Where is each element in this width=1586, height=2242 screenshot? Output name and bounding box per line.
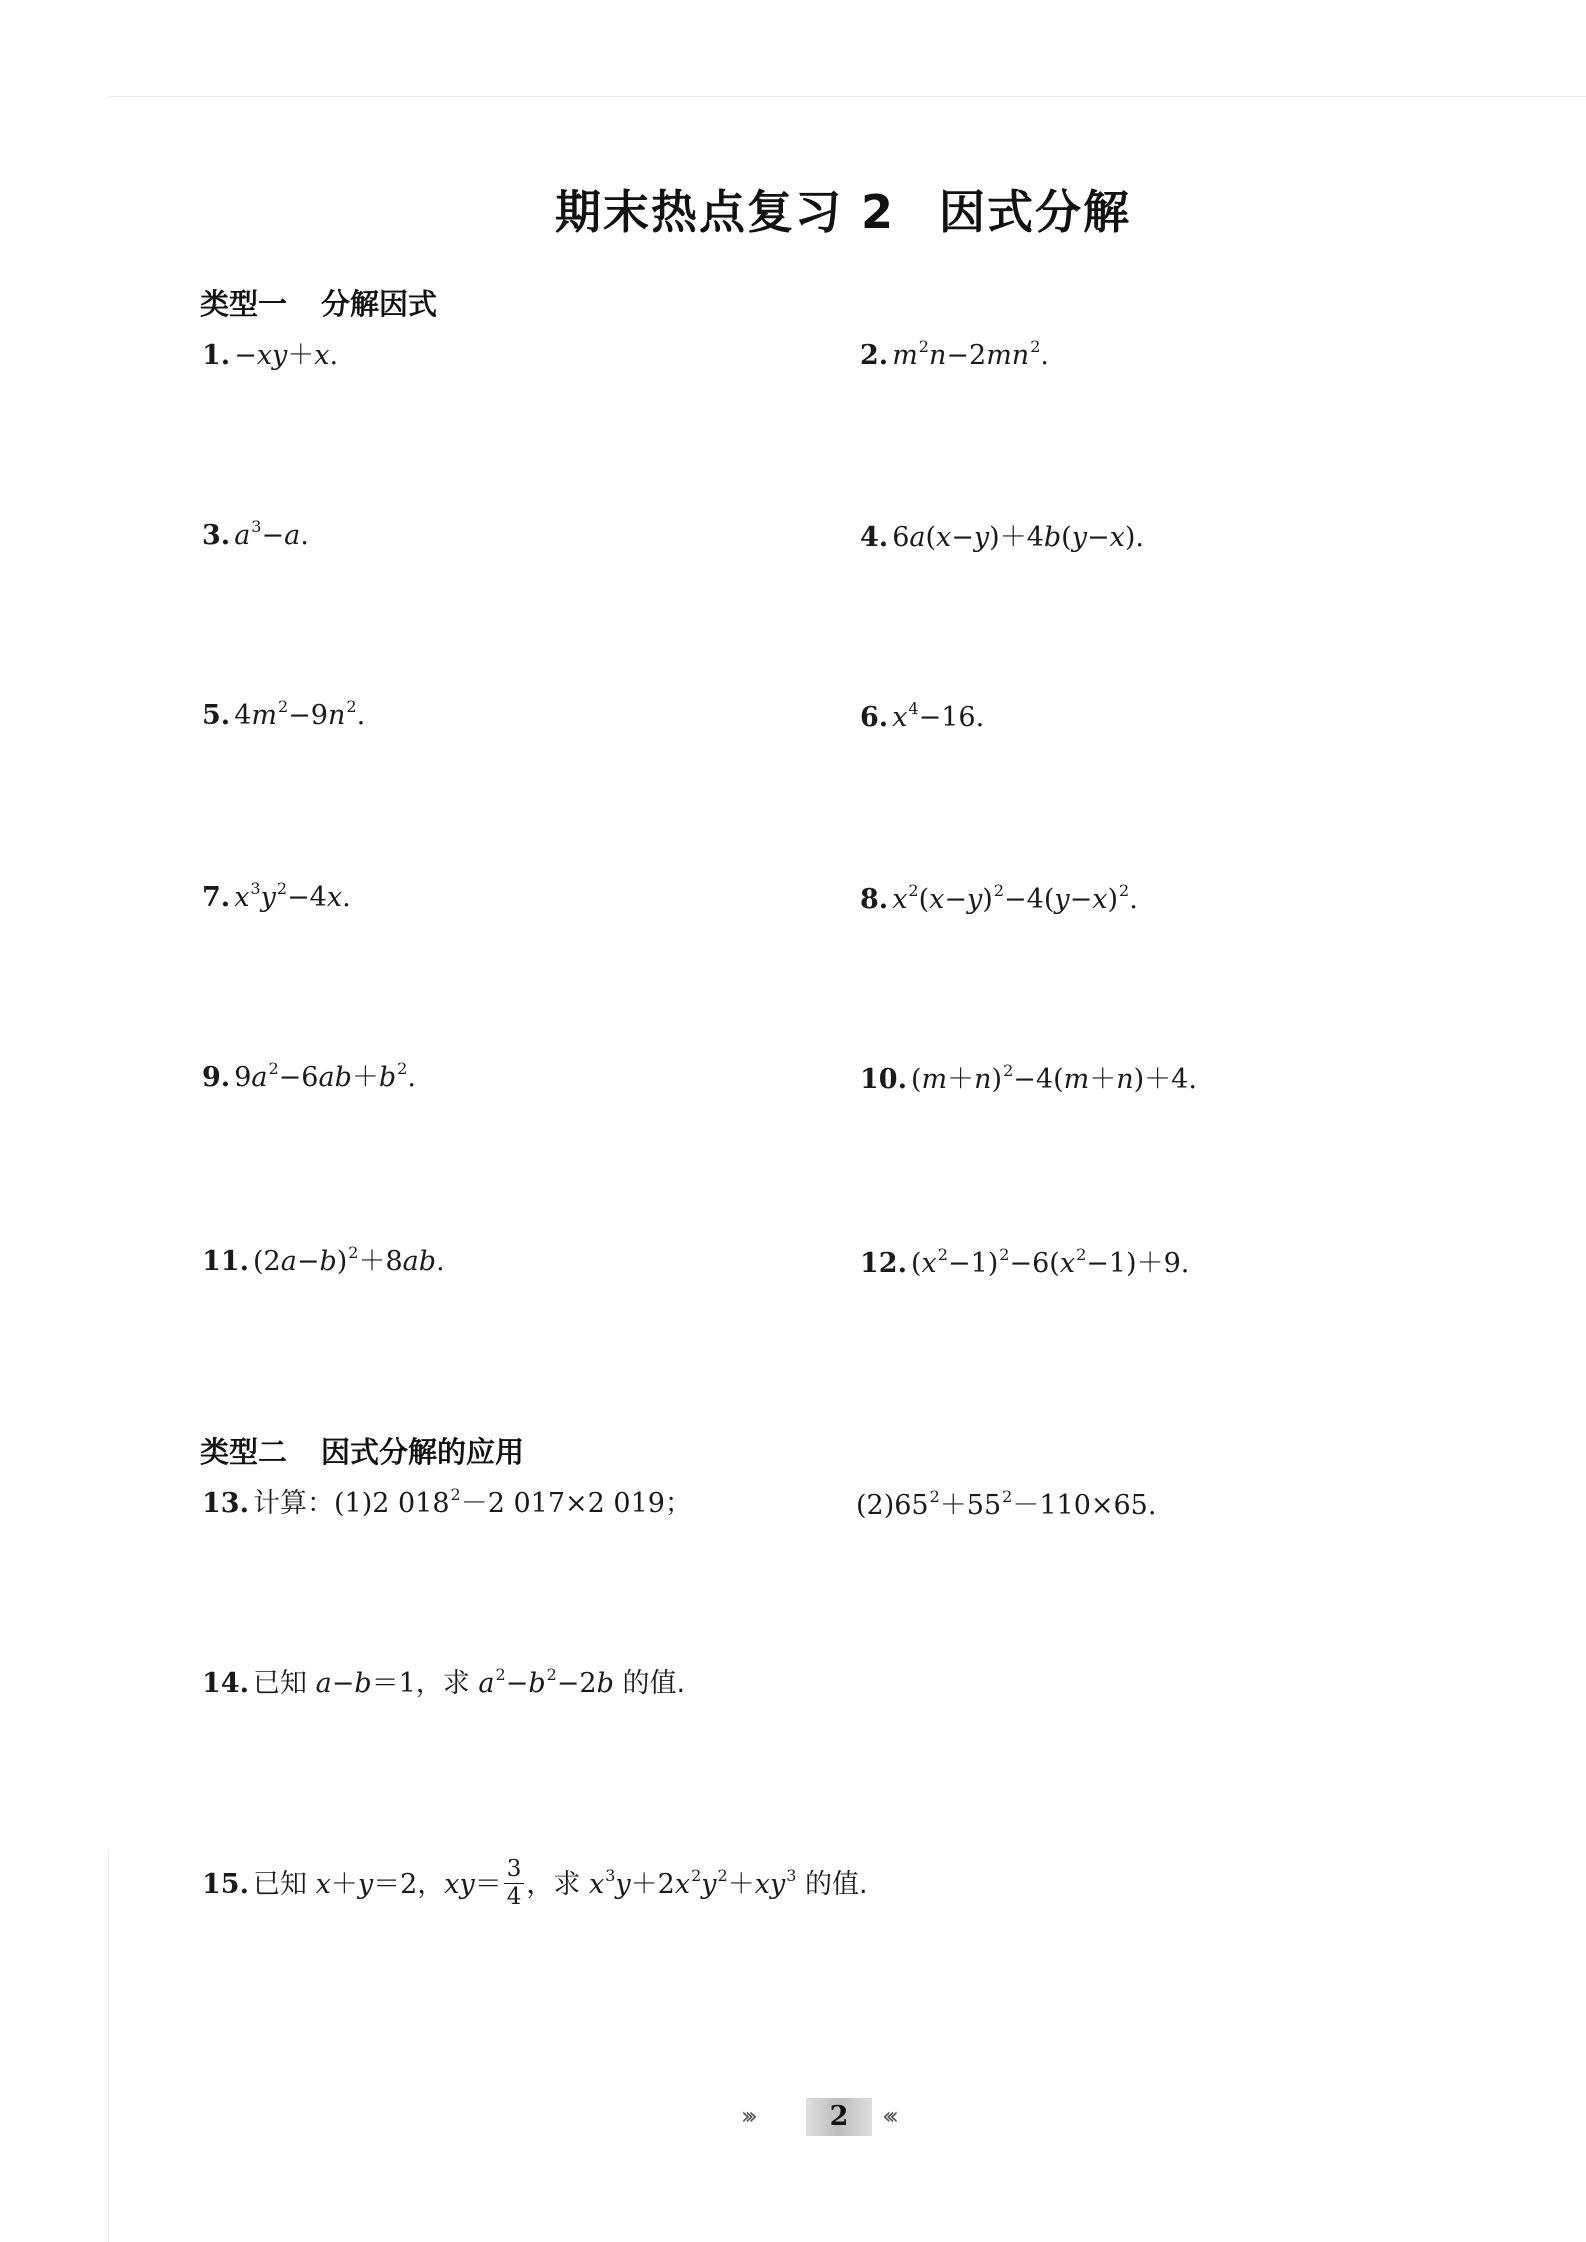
problem-10: 10. $(m+n)^2-4(m+n)+4$. <box>860 1061 1197 1095</box>
problem-number: 15. <box>202 1869 249 1900</box>
problem-number: 13. <box>202 1488 249 1519</box>
problem-14: 14. 已知 a−b＝1，求 $a^2-b^2-2b$ 的值. <box>202 1665 686 1699</box>
problem-1: 1. −xy＋x. <box>202 340 339 371</box>
chevrons-left-icon: ‹‹‹ <box>882 2102 893 2130</box>
problem-number: 11. <box>202 1246 249 1277</box>
problem-7: 7. $x^3y^2-4x$. <box>202 879 351 913</box>
section-label: 类型二 <box>200 1435 288 1469</box>
section-name: 分解因式 <box>321 287 438 321</box>
problem-number: 4. <box>860 522 889 553</box>
title-sub: 因式分解 <box>939 185 1132 239</box>
problem-number: 5. <box>202 700 231 731</box>
problem-15: 15. 已知 x＋y＝2，xy＝ $\frac{3}{4}$ ，求 $x^3y+2x^2y^2+xy^3$ 的值. <box>202 1856 868 1910</box>
problem-5: 5. $4m^2-9n^2$. <box>202 697 366 731</box>
problem-number: 8. <box>860 884 889 915</box>
section-heading-type-2 <box>200 1430 524 1471</box>
problem-number: 6. <box>860 702 889 733</box>
problem-number: 10. <box>860 1064 907 1095</box>
page-number: 2 <box>806 2098 872 2136</box>
problem-11: 11. $(2a-b)^2+8ab$. <box>202 1243 445 1277</box>
section-heading-type-1 <box>200 282 437 323</box>
problem-number: 7. <box>202 882 231 913</box>
left-margin-rule <box>108 1850 109 2242</box>
problem-13-part-1: 13. 计算：(1)2 $018^2-2$ 017×2 019； <box>202 1485 692 1519</box>
section-name: 因式分解的应用 <box>321 1435 525 1469</box>
problem-2: 2. $m^2n-2mn^2$. <box>860 337 1049 371</box>
page-title <box>0 176 1586 242</box>
problem-number: 12. <box>860 1248 907 1279</box>
problem-13-part-2: $(2)65^2+55^2-110\times 65$. <box>856 1487 1157 1521</box>
problem-8: 8. $x^2(x-y)^2-4(y-x)^2$. <box>860 881 1138 915</box>
problem-9: 9. $9a^2-6ab+b^2$. <box>202 1059 416 1093</box>
problem-12: 12. $(x^2-1)^2-6(x^2-1)+9$. <box>860 1245 1190 1279</box>
top-rule <box>110 96 1586 97</box>
chevrons-right-icon: ››› <box>741 2102 752 2130</box>
problem-number: 14. <box>202 1668 249 1699</box>
problem-number: 2. <box>860 340 889 371</box>
problem-6: 6. $x^4-16$. <box>860 699 985 733</box>
section-label: 类型一 <box>200 287 288 321</box>
fraction-three-quarters: $\frac{3}{4}$ <box>504 1858 525 1909</box>
problem-number: 1. <box>202 340 231 371</box>
page-footer <box>0 2098 1586 2138</box>
problem-4: 4. 6a(x−y)＋4b(y−x). <box>860 522 1144 553</box>
problem-3: 3. $a^3-a$. <box>202 517 309 551</box>
title-main: 期末热点复习 2 <box>554 185 896 239</box>
problem-number: 3. <box>202 520 231 551</box>
problem-number: 9. <box>202 1062 231 1093</box>
